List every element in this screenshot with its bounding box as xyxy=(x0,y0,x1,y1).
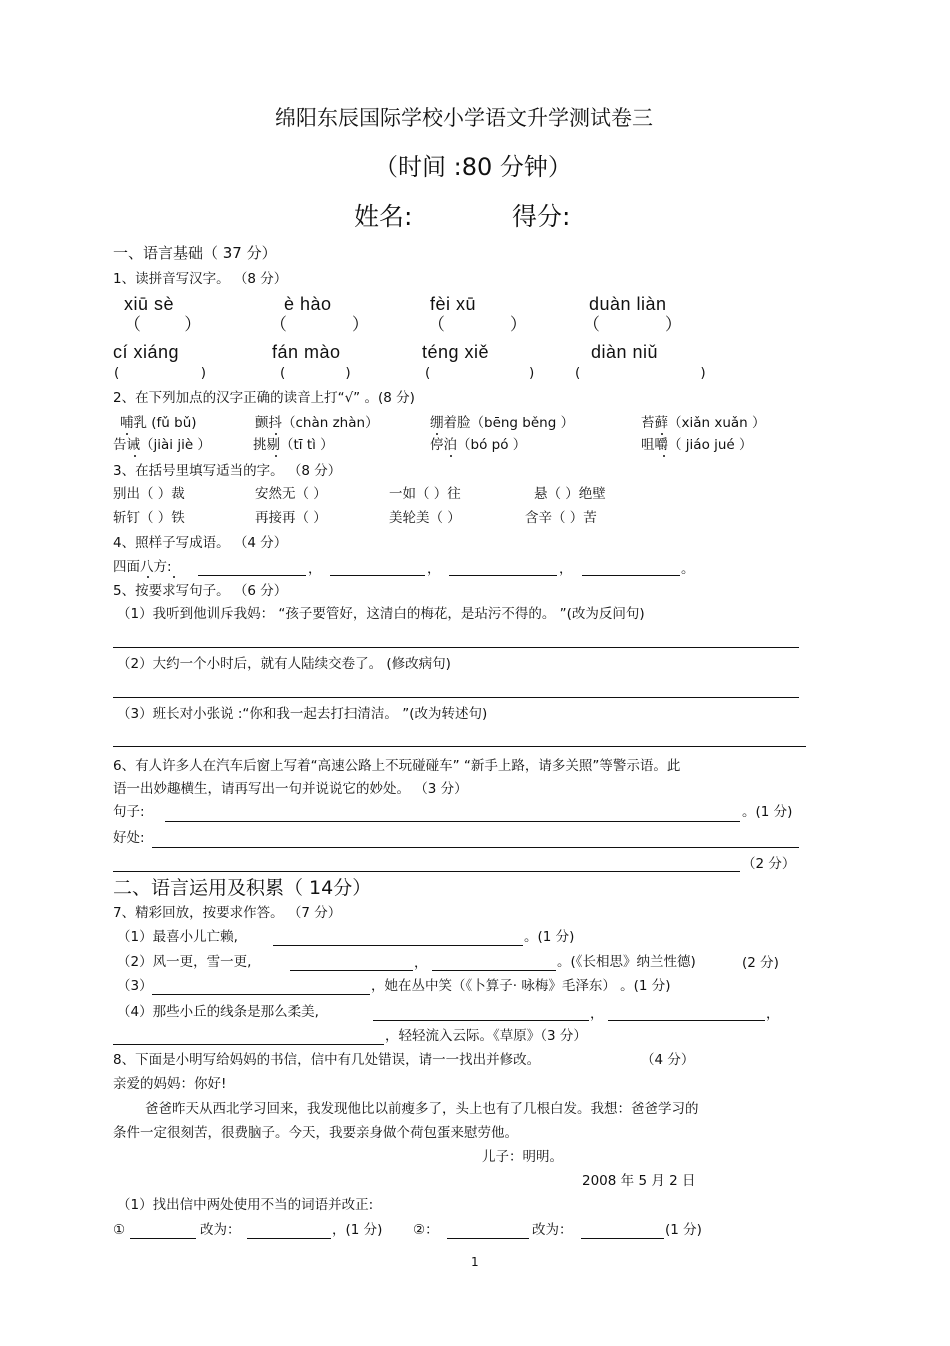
emphasis-dot xyxy=(147,576,149,578)
emphasis-dot xyxy=(275,433,277,435)
emphasis-dot xyxy=(134,455,136,457)
pinyin-item: diàn niǔ xyxy=(591,342,659,362)
period: 。 xyxy=(681,561,695,577)
wrong-word-blank[interactable] xyxy=(447,1238,529,1239)
pronunciation-choice[interactable]: 挑剔（tī tì ） xyxy=(253,437,334,453)
emphasis-dot xyxy=(126,433,128,435)
pronunciation-choice[interactable]: 停泊（bó pó ） xyxy=(430,437,527,453)
answer-brackets[interactable]: （ ） xyxy=(270,315,369,335)
fill-idiom[interactable]: 含辛（ ）苦 xyxy=(525,510,597,526)
sentence-points: 。(1 分) xyxy=(742,804,793,820)
answer-brackets[interactable]: ( ) xyxy=(425,365,535,381)
fill-idiom[interactable]: 别出（ ）裁 xyxy=(113,486,185,502)
section-1-title: 一、语言基础（ 37 分） xyxy=(113,244,277,262)
fill-idiom[interactable]: 再接再（ ） xyxy=(255,510,327,526)
fill-idiom[interactable]: 悬（ ）绝壁 xyxy=(534,486,606,502)
pinyin-item: fán mào xyxy=(272,342,341,362)
change-to-label: 改为： xyxy=(532,1222,573,1238)
comma: ， xyxy=(590,1006,604,1022)
q8-points: （4 分） xyxy=(641,1052,695,1068)
poem-blank[interactable] xyxy=(113,1044,384,1045)
emphasis-dot xyxy=(663,455,665,457)
letter-body-1: 爸爸昨天从西北学习回来，我发现他比以前瘦多了，头上也有了几根白发。我想：爸爸学习的 xyxy=(145,1101,699,1117)
answer-brackets[interactable]: ( ) xyxy=(575,365,706,381)
emphasis-dot xyxy=(173,576,175,578)
exam-time: （时间 :80 分钟） xyxy=(374,153,572,181)
pronunciation-choice[interactable]: 咀嚼（ jiáo jué ） xyxy=(641,437,753,453)
answer-brackets[interactable]: （ ） xyxy=(124,315,202,335)
answer-brackets[interactable]: （ ） xyxy=(428,315,527,335)
score-label: 得分: xyxy=(512,202,571,231)
comma: ， xyxy=(559,561,573,577)
correction-1-points: ，(1 分) xyxy=(332,1222,383,1238)
letter-date: 2008 年 5 月 2 日 xyxy=(582,1173,696,1189)
page-number: 1 xyxy=(471,1255,479,1269)
fill-idiom[interactable]: 安然无（ ） xyxy=(255,486,327,502)
answer-brackets[interactable]: ( ) xyxy=(280,365,351,381)
pinyin-item: fèi xū xyxy=(430,294,477,314)
fill-idiom[interactable]: 一如（ ）往 xyxy=(389,486,461,502)
q1-prompt: 1、读拼音写汉字。 （8 分） xyxy=(113,271,288,287)
poem-blank[interactable] xyxy=(608,1020,765,1021)
emphasis-dot xyxy=(436,433,438,435)
pronunciation-choice[interactable]: 哺乳 (fǔ bǔ) xyxy=(120,415,197,431)
correction-2-label: ②： xyxy=(413,1222,439,1238)
correction-1-label: ① xyxy=(113,1222,126,1238)
q8-prompt: 8、下面是小明写给妈妈的书信，信中有几处错误，请一一找出并修改。 xyxy=(113,1052,541,1068)
pinyin-item: duàn liàn xyxy=(589,294,667,314)
poem-blank[interactable] xyxy=(432,970,556,971)
q7-p2-points: (2 分) xyxy=(742,955,779,971)
q3-prompt: 3、在括号里填写适当的字。 （8 分） xyxy=(113,463,342,479)
benefit-label: 好处: xyxy=(113,830,145,846)
pronunciation-choice[interactable]: 颤抖（chàn zhàn） xyxy=(255,415,379,431)
pinyin-item: cí xiáng xyxy=(113,342,180,362)
q7-p3-text: ，她在丛中笑（《卜算子· 咏梅》毛泽东） 。(1 分) xyxy=(371,978,671,994)
q5-sentence-3: （3）班长对小张说 :“你和我一起去打扫清洁。 ”(改为转述句) xyxy=(117,706,488,722)
pinyin-item: téng xiě xyxy=(422,342,490,362)
poem-blank[interactable] xyxy=(290,970,413,971)
q4-example: 四面八方: xyxy=(113,559,172,575)
q5-sentence-2: （2）大约一个小时后，就有人陆续交卷了。 (修改病句) xyxy=(117,656,451,672)
sentence-answer-line[interactable] xyxy=(165,821,740,822)
idiom-blank[interactable] xyxy=(198,575,306,576)
q8-sub-1: （1）找出信中两处使用不当的词语并改正: xyxy=(117,1197,374,1213)
idiom-blank[interactable] xyxy=(330,575,425,576)
answer-brackets[interactable]: （ ） xyxy=(583,315,682,335)
letter-signature: 儿子：明明。 xyxy=(482,1149,563,1165)
answer-line[interactable] xyxy=(113,647,799,648)
q6-line-1: 6、有人许多人在汽车后窗上写着“高速公路上不玩碰碰车” “新手上路，请多关照”等警示语。此 xyxy=(113,758,681,774)
q5-prompt: 5、按要求写句子。 （6 分） xyxy=(113,583,288,599)
benefit-points: （2 分） xyxy=(742,856,796,872)
emphasis-dot xyxy=(661,433,663,435)
correction-2-points: (1 分) xyxy=(665,1222,702,1238)
idiom-blank[interactable] xyxy=(449,575,557,576)
q7-p3-label: （3） xyxy=(117,978,153,994)
answer-brackets[interactable]: ( ) xyxy=(114,365,207,381)
q7-p2-text: （2）风一更，雪一更, xyxy=(117,954,252,970)
q7-prompt: 7、精彩回放，按要求作答。 （7 分） xyxy=(113,905,342,921)
q2-prompt: 2、在下列加点的汉字正确的读音上打“√” 。(8 分) xyxy=(113,390,415,406)
answer-line[interactable] xyxy=(113,697,799,698)
q5-sentence-1: （1）我听到他训斥我妈： “孩子要管好，这清白的梅花，是玷污不得的。 ”(改为反问句) xyxy=(117,606,645,622)
fill-idiom[interactable]: 斩钉（ ）铁 xyxy=(113,510,185,526)
pronunciation-choice[interactable]: 告诫（jiài jiè ） xyxy=(113,437,211,453)
poem-blank[interactable] xyxy=(373,1020,589,1021)
answer-line[interactable] xyxy=(113,746,806,747)
q7-p1-text: （1）最喜小儿亡赖, xyxy=(117,929,238,945)
q4-prompt: 4、照样子写成语。 （4 分） xyxy=(113,535,288,551)
change-to-label: 改为： xyxy=(200,1222,241,1238)
correct-word-blank[interactable] xyxy=(581,1238,664,1239)
q7-p4-source: ，轻轻流入云际。《草原》（3 分） xyxy=(385,1028,587,1044)
comma: ， xyxy=(766,1006,780,1022)
correct-word-blank[interactable] xyxy=(247,1238,331,1239)
q6-line-2: 语一出妙趣横生，请再写出一句并说说它的妙处。 （3 分） xyxy=(113,781,468,797)
pronunciation-choice[interactable]: 绷着脸（bēng běng ） xyxy=(430,415,575,431)
wrong-word-blank[interactable] xyxy=(130,1238,196,1239)
benefit-answer-line[interactable] xyxy=(113,871,740,872)
emphasis-dot xyxy=(275,455,277,457)
comma: ， xyxy=(414,955,428,971)
name-label: 姓名: xyxy=(354,202,413,231)
q7-p2-source: 。(《长相思》纳兰性德) xyxy=(557,954,696,970)
pinyin-item: è hào xyxy=(284,294,332,314)
pronunciation-choice[interactable]: 苔藓（xiǎn xuǎn ） xyxy=(641,415,766,431)
sentence-label: 句子: xyxy=(113,804,145,820)
comma: ， xyxy=(427,561,441,577)
section-2-title: 二、语言运用及积累（ 14分） xyxy=(113,877,372,899)
emphasis-dot xyxy=(450,455,452,457)
pinyin-item: xiū sè xyxy=(124,294,175,314)
fill-idiom[interactable]: 美轮美（ ） xyxy=(389,510,461,526)
exam-title: 绵阳东辰国际学校小学语文升学测试卷三 xyxy=(275,106,653,130)
letter-greeting: 亲爱的妈妈：你好! xyxy=(113,1076,227,1092)
comma: ， xyxy=(308,561,322,577)
poem-blank[interactable] xyxy=(152,994,370,995)
q7-p4-text: （4）那些小丘的线条是那么柔美, xyxy=(117,1004,319,1020)
idiom-blank[interactable] xyxy=(582,575,680,576)
q7-p1-points: 。(1 分) xyxy=(524,929,575,945)
benefit-answer-line[interactable] xyxy=(152,847,799,848)
poem-blank[interactable] xyxy=(273,945,523,946)
letter-body-2: 条件一定很刻苦，很费脑子。今天，我要亲身做个荷包蛋来慰劳他。 xyxy=(113,1125,518,1141)
